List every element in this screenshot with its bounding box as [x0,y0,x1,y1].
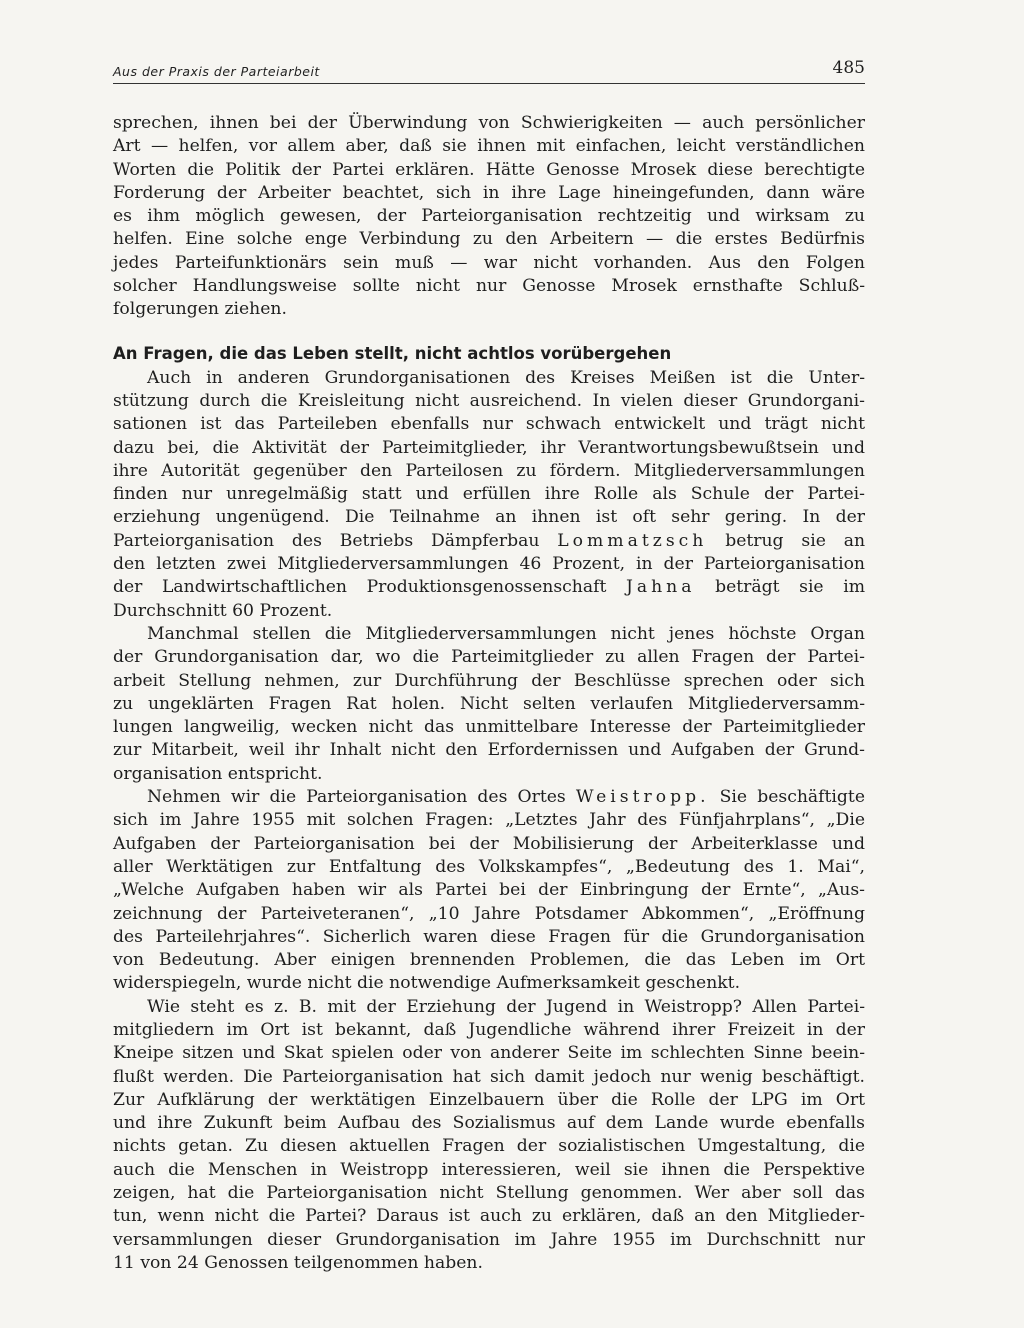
page-number: 485 [832,58,865,78]
text-line: stützung durch die Kreisleitung nicht ausreichend. In vielen dieser Grundorgani- [113,390,865,411]
text-line: zu ungeklärten Fragen Rat holen. Nicht selten verlaufen Mitgliederversamm- [113,693,865,714]
text-line: dazu bei, die Aktivität der Parteimitglieder, ihr Verantwortungsbewußtsein und [113,437,865,458]
text-line: sationen ist das Parteileben ebenfalls nur schwach entwickelt und trägt nicht [113,414,865,435]
text-line: Kneipe sitzen und Skat spielen oder von anderer Seite im schlechten Sinne beein- [113,1043,865,1064]
text-line: den letzten zwei Mitgliederversammlungen 46 Prozent, in der Parteiorganisation [113,554,865,575]
text-line: Zur Aufklärung der werktätigen Einzelbauern über die Rolle der LPG im Ort [113,1089,865,1110]
running-title: Aus der Praxis der Parteiarbeit [113,64,320,79]
page-header [113,60,865,84]
text-line: zeigen, hat die Parteiorganisation nicht Stellung genommen. Wer aber soll das [113,1183,865,1204]
text-line: sprechen, ihnen bei der Überwindung von Schwierigkeiten — auch persönlicher [113,113,865,133]
spaced-name: Lommatzsch [557,530,708,551]
text-line: der Grundorganisation dar, wo die Parteimitglieder zu allen Fragen der Partei- [113,647,865,668]
paragraph-continuation [113,112,865,322]
text-line [113,576,865,599]
text-line: Aufgaben der Parteiorganisation bei der Mobilisierung der Arbeiterklasse und [113,833,865,854]
text-line: Wie steht es z. B. mit der Erziehung der Jugend in Weistropp? Allen Partei- [147,996,865,1017]
text-line: nichts getan. Zu diesen aktuellen Fragen der sozialistischen Umgestaltung, die [113,1136,865,1157]
text-line: lungen langweilig, wecken nicht das unmittelbare Interesse der Parteimitglieder [113,717,865,738]
text-line: Art — helfen, vor allem aber, daß sie ihnen mit einfachen, leicht verständlichen [113,136,865,157]
paragraph [113,623,865,786]
text-line: „Welche Aufgaben haben wir als Partei bei der Einbringung der Ernte“, „Aus- [113,880,865,901]
paragraph [113,996,865,1276]
header-rule [113,83,865,84]
text-line: zeichnung der Parteiveteranen“, „10 Jahre Potsdamer Abkommen“, „Eröffnung [113,903,865,924]
text-line: Forderung der Arbeiter beachtet, sich in ihre Lage hineingefunden, dann wäre [113,182,865,203]
text-fragment: Sie beschäftigte [719,787,865,808]
text-line: arbeit Stellung nehmen, zur Durchführung der Beschlüsse sprechen oder sich [113,670,865,691]
text-line: 11 von 24 Genossen teilgenommen haben. [113,1252,483,1273]
text-line: organisation entspricht. [113,763,323,784]
text-line: folgerungen ziehen. [113,299,287,320]
text-line: helfen. Eine solche enge Verbindung zu den Arbeitern — die erstes Bedürfnis [113,229,865,250]
text-line: jedes Parteifunktionärs sein muß — war nicht vorhanden. Aus den Folgen [113,252,865,273]
text-line: tun, wenn nicht die Partei? Daraus ist auch zu erklären, daß an den Mitglieder- [113,1206,865,1227]
text-fragment: Parteiorganisation des Betriebs Dämpferbau [113,530,540,551]
text-line: sich im Jahre 1955 mit solchen Fragen: „Letztes Jahr des Fünfjahrplans“, „Die [113,810,865,831]
text-fragment: Nehmen wir die Parteiorganisation des Ortes [147,787,566,808]
section-heading: An Fragen, die das Leben stellt, nicht achtlos vorübergehen [113,343,672,363]
text-line: auch die Menschen in Weistropp interessieren, weil sie ihnen die Perspektive [113,1159,865,1180]
text-line: Auch in anderen Grundorganisationen des Kreises Meißen ist die Unter- [147,367,865,388]
paragraph [113,786,865,996]
text-line: Worten die Politik der Partei erklären. Hätte Genosse Mrosek diese berechtigte [113,159,865,180]
text-fragment: beträgt sie im [715,577,865,598]
text-line: widerspiegeln, wurde nicht die notwendige Aufmerksamkeit geschenkt. [113,973,741,994]
text-line [113,530,865,553]
text-line: solcher Handlungsweise sollte nicht nur Genosse Mrosek ernsthafte Schluß- [113,276,865,297]
text-fragment: betrug sie an [725,530,866,551]
text-line: Manchmal stellen die Mitgliederversammlungen nicht jenes höchste Organ [147,623,865,644]
spaced-name: Weistropp. [575,787,710,808]
text-line: flußt werden. Die Parteiorganisation hat sich damit jedoch nur wenig beschäftigt. [113,1066,865,1087]
text-line: es ihm möglich gewesen, der Parteiorganisation rechtzeitig und wirksam zu [113,206,865,227]
spaced-name: Jahna [625,577,696,598]
text-line: von Bedeutung. Aber einigen brennenden Problemen, die das Leben im Ort [113,950,865,971]
text-line: finden nur unregelmäßig statt und erfüllen ihre Rolle als Schule der Partei- [113,484,865,505]
text-line: Durchschnitt 60 Prozent. [113,600,333,621]
text-line: ihre Autorität gegenüber den Parteilosen zu fördern. Mitgliederversammlungen [113,460,865,481]
text-line: des Parteilehrjahres“. Sicherlich waren diese Fragen für die Grundorganisation [113,926,865,947]
text-line: zur Mitarbeit, weil ihr Inhalt nicht den Erfordernissen und Aufgaben der Grund- [113,740,865,761]
text-line: versammlungen dieser Grundorganisation im Jahre 1955 im Durchschnitt nur [113,1229,865,1250]
text-line: aller Werktätigen zur Entfaltung des Volkskampfes“, „Bedeutung des 1. Mai“, [113,856,865,877]
text-fragment: der Landwirtschaftlichen Produktionsgenossenschaft [113,577,607,598]
text-line [113,786,865,809]
text-line: erziehung ungenügend. Die Teilnahme an ihnen ist oft sehr gering. In der [113,507,865,528]
text-line: mitgliedern im Ort ist bekannt, daß Jugendliche während ihrer Freizeit in der [113,1019,865,1040]
body-text [113,112,865,1275]
paragraph [113,367,865,623]
text-line: und ihre Zukunft beim Aufbau des Sozialismus auf dem Lande wurde ebenfalls [113,1113,865,1134]
